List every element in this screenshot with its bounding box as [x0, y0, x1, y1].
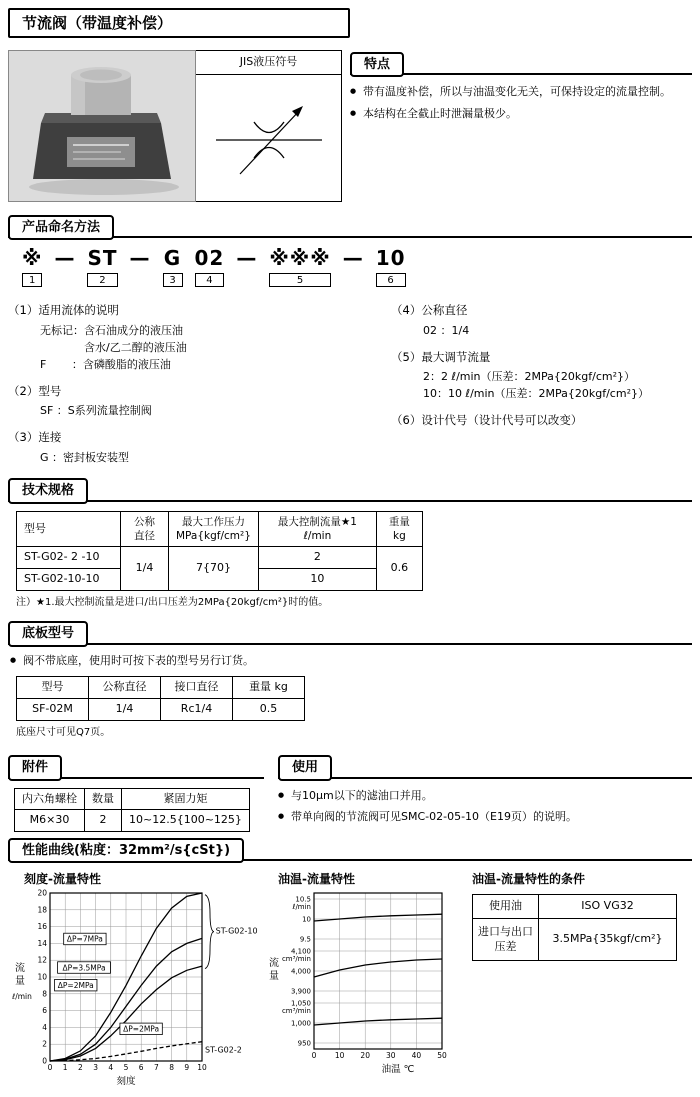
naming-descriptions [8, 303, 692, 477]
base-table [16, 676, 305, 721]
chart-text: 4 [42, 1023, 47, 1033]
chart-text: 30 [386, 1051, 396, 1061]
code-text: 02 [194, 246, 225, 271]
naming-item-head: （6）设计代号（设计代号可以改变） [391, 413, 583, 428]
accessories-usage-row [8, 754, 692, 833]
naming-item-head: （1）适用流体的说明 [8, 303, 119, 318]
features-list [350, 85, 692, 122]
chart-text: 1,000 [290, 1019, 311, 1028]
conditions-title: 油温-流量特性的条件 [472, 872, 585, 887]
code-number-box: 1 [22, 273, 42, 287]
chart-text: ΔP=3.5MPa [62, 963, 106, 973]
col-pressure-line1: 最大工作压力 [181, 516, 245, 529]
specs-table [16, 511, 423, 591]
base-header-row [17, 677, 305, 699]
chart-text: ℓ/min [292, 903, 311, 912]
accessories-title: 附件 [8, 755, 62, 781]
code-separator [54, 246, 76, 271]
usage-item: ● 带单向阀的节流阀可见SMC-02-05-10（E19页）的说明。 [278, 810, 692, 825]
code-separator [342, 246, 364, 271]
accessories-section [8, 754, 264, 833]
base-data-row [17, 699, 305, 721]
col-pressure [169, 512, 259, 547]
chart-text: 40 [411, 1051, 422, 1061]
naming-item-1 [8, 303, 391, 373]
naming-item-4 [391, 303, 692, 339]
col-bore-line1: 公称 [134, 516, 155, 529]
cond-label-oil: 使用油 [473, 895, 539, 919]
features-section [350, 50, 692, 202]
product-photo [8, 50, 196, 202]
chart-text: 1 [62, 1063, 68, 1073]
naming-item-line: 含水/乙二醇的液压油 [84, 340, 187, 354]
performance-charts [8, 867, 692, 1097]
col-flow-line1: 最大控制流量★1 [277, 516, 357, 529]
chart-text: 10 [37, 972, 47, 982]
chart-text: 950 [297, 1039, 311, 1048]
col-pressure-line2: MPa{kgf/cm²} [176, 530, 251, 543]
code-number-box: 3 [163, 273, 183, 287]
model-code [22, 248, 692, 287]
cell-pressure: 7{70} [169, 547, 259, 591]
cell-model-1: ST-G02- 2 -10 [17, 547, 121, 569]
code-text: ST [87, 246, 118, 271]
chart-text: 7 [154, 1063, 159, 1073]
naming-item-head: （2）型号 [8, 383, 62, 398]
scale-flow-chart-block [8, 867, 258, 1097]
chart-text: 刻度 [116, 1076, 136, 1088]
code-part-4 [195, 248, 225, 287]
code-text: — [236, 246, 258, 271]
specs-row-1 [17, 547, 423, 569]
chart-text: 6 [138, 1063, 144, 1073]
col-flow-line2: ℓ/min [303, 530, 332, 543]
conditions-row-oil [473, 895, 677, 919]
base-cell-bore: 1/4 [89, 699, 161, 721]
specs-rule [8, 500, 692, 502]
naming-item-2 [8, 384, 391, 420]
naming-section-header [8, 213, 692, 238]
chart-text: cm³/min [281, 955, 311, 964]
col-model: 型号 [17, 512, 121, 547]
feature-item: ● 本结构在全截止时泄漏量极少。 [350, 107, 692, 122]
specs-note: 注）★1.最大控制流量是进口/出口压差为2MPa{20kgf/cm²}时的值。 [16, 597, 329, 609]
chart-text: 流 [269, 958, 279, 970]
naming-item-line: 2：2 ℓ/min（压差：2MPa{20kgf/cm²}） [423, 370, 635, 384]
base-col-port: 接口直径 [161, 677, 233, 699]
naming-item-line: F ：含磷酸脂的液压油 [40, 357, 171, 371]
temp-flow-chart [262, 887, 462, 1079]
code-number-box: 6 [376, 273, 406, 287]
code-text: — [54, 246, 76, 271]
accessories-data-row [15, 810, 250, 832]
base-col-bore: 公称直径 [89, 677, 161, 699]
base-note: 底座尺寸可见Q7页。 [16, 727, 111, 739]
chart-series [314, 959, 442, 977]
cell-weight: 0.6 [376, 547, 422, 591]
base-col-weight: 重量 kg [233, 677, 305, 699]
chart-text: 0 [42, 1056, 47, 1066]
page-title: 节流阀（带温度补偿） [8, 8, 350, 38]
usage-section [278, 754, 692, 833]
chart-text: ℓ/min [12, 992, 32, 1002]
chart-text: 量 [269, 971, 279, 983]
chart-text: ST-G02-10 [215, 926, 258, 936]
naming-item-head: （5）最大调节流量 [391, 349, 491, 364]
col-flow [258, 512, 376, 547]
chart-text: 10.5 [295, 895, 311, 904]
col-weight [376, 512, 422, 547]
code-part-1 [22, 248, 42, 287]
cond-value-pressure: 3.5MPa{35kgf/cm²} [539, 919, 677, 961]
chart-text: 18 [37, 905, 47, 915]
conditions-row-pressure [473, 919, 677, 961]
code-number-box: 2 [87, 273, 117, 287]
chart-text: 16 [37, 922, 47, 932]
jis-symbol-box [196, 50, 342, 202]
chart-text: 12 [37, 956, 47, 966]
col-weight-line2: kg [393, 530, 406, 543]
code-number-box: 5 [269, 273, 330, 287]
specs-header-row [17, 512, 423, 547]
code-part-5 [269, 248, 330, 287]
acc-col-torque: 紧固力矩 [122, 788, 250, 810]
cell-flow-2: 10 [258, 569, 376, 591]
usage-title: 使用 [278, 755, 332, 781]
chart-text: 20 [360, 1051, 370, 1061]
chart-text: 50 [437, 1051, 447, 1061]
code-separator [129, 246, 151, 271]
chart-text: 9.5 [299, 935, 311, 944]
chart-text: 10 [302, 915, 311, 924]
chart-text: 6 [42, 1006, 47, 1016]
chart-text: 流 [15, 963, 25, 975]
chart-text: 10 [334, 1051, 345, 1061]
cell-flow-1: 2 [258, 547, 376, 569]
naming-right-column [391, 303, 692, 477]
base-cell-weight: 0.5 [233, 699, 305, 721]
chart-text: 4 [108, 1063, 114, 1073]
naming-item-line: G ：密封板安装型 [40, 450, 130, 464]
usage-header [278, 754, 692, 779]
usage-list [278, 789, 692, 826]
acc-cell-qty: 2 [85, 810, 122, 832]
code-text: ※ [22, 246, 43, 271]
chart-text: 1,050 [290, 999, 311, 1008]
code-part-2 [87, 248, 117, 287]
feature-item: ● 带有温度补偿，所以与油温变化无关，可保持设定的流量控制。 [350, 85, 692, 100]
chart-text: 3 [93, 1063, 98, 1073]
accessories-table [14, 788, 250, 833]
temp-flow-chart-title: 油温-流量特性 [278, 872, 355, 887]
naming-item-line: 无标记：含石油成分的液压油 [40, 323, 183, 337]
cell-bore: 1/4 [121, 547, 169, 591]
chart-text: 量 [15, 976, 25, 988]
chart-text: ΔP=7MPa [66, 935, 103, 945]
cell-model-2: ST-G02-10-10 [17, 569, 121, 591]
accessories-header-row [15, 788, 250, 810]
code-text: — [342, 246, 364, 271]
base-rule [8, 643, 692, 645]
chart-text: 8 [42, 989, 47, 999]
performance-section-header [8, 836, 692, 861]
acc-col-qty: 数量 [85, 788, 122, 810]
naming-item-5 [391, 350, 692, 403]
naming-item-6 [391, 413, 692, 429]
throttle-valve-symbol-drawing [208, 82, 330, 194]
code-text: ※※※ [269, 246, 331, 271]
chart-text: 0 [311, 1051, 317, 1061]
top-section [8, 50, 692, 202]
naming-item-head: （4）公称直径 [391, 303, 468, 318]
specs-title: 技术规格 [8, 478, 88, 504]
base-section-header [8, 620, 692, 645]
chart-series [314, 915, 442, 922]
chart-text: 20 [37, 888, 47, 898]
chart-text: 10 [197, 1063, 207, 1073]
naming-item-line: 10：10 ℓ/min（压差：2MPa{20kgf/cm²}） [423, 387, 649, 401]
base-title: 底板型号 [8, 621, 88, 647]
temp-flow-chart-block [262, 867, 462, 1084]
accessories-header [8, 754, 264, 779]
jis-symbol-label: JIS液压符号 [196, 51, 341, 75]
col-weight-line1: 重量 [388, 516, 410, 529]
scale-flow-chart [8, 887, 258, 1092]
chart-text: ST-G02-2 [205, 1046, 242, 1056]
chart-series [314, 1019, 442, 1026]
base-cell-model: SF-02M [17, 699, 89, 721]
code-text: — [129, 246, 151, 271]
chart-text: 2 [78, 1063, 83, 1073]
chart-text: 0 [47, 1063, 53, 1073]
specs-section-header [8, 477, 692, 502]
conditions-table [472, 894, 677, 961]
naming-item-head: （3）连接 [8, 430, 62, 445]
cond-value-oil: ISO VG32 [539, 895, 677, 919]
performance-title: 性能曲线(粘度：32mm²/s{cSt}) [8, 838, 244, 864]
acc-col-bolt: 内六角螺栓 [15, 788, 85, 810]
chart-text: cm³/min [281, 1007, 311, 1016]
chart-text: 8 [169, 1063, 174, 1073]
col-bore-line2: 直径 [134, 530, 155, 543]
naming-left-column [8, 303, 391, 477]
naming-item-3 [8, 430, 391, 466]
naming-item-line: SF ：S系列流量控制阀 [40, 404, 152, 418]
scale-flow-chart-title: 刻度-流量特性 [24, 872, 101, 887]
naming-item-line: 02 ：1/4 [423, 323, 470, 337]
col-bore [121, 512, 169, 547]
code-part-6 [376, 248, 406, 287]
acc-cell-bolt: M6×30 [15, 810, 85, 832]
valve-photo-illustration [9, 51, 195, 201]
cond-label-pressure: 进口与出口压差 [473, 919, 539, 961]
code-number-box: 4 [195, 273, 225, 287]
chart-text: 4,000 [290, 967, 311, 976]
chart-text: ΔP=2MPa [57, 981, 94, 991]
chart-text: 14 [37, 939, 47, 949]
base-cell-port: Rc1/4 [161, 699, 233, 721]
usage-item: ● 与10μm以下的滤油口并用。 [278, 789, 692, 804]
chart-text: 2 [42, 1040, 47, 1050]
features-header [350, 50, 692, 75]
chart-text: 3,900 [290, 987, 311, 996]
chart-text: 9 [184, 1063, 190, 1073]
acc-cell-torque: 10~12.5{100~125} [122, 810, 250, 832]
code-text: G [163, 246, 182, 271]
code-part-3 [163, 248, 183, 287]
usage-rule [278, 777, 692, 779]
features-title: 特点 [350, 52, 404, 78]
code-separator [236, 246, 258, 271]
naming-title: 产品命名方法 [8, 215, 114, 241]
code-text: 10 [375, 246, 406, 271]
throttle-valve-symbol [196, 75, 341, 201]
base-col-model: 型号 [17, 677, 89, 699]
chart-text: ΔP=2MPa [123, 1025, 160, 1035]
chart-text: 油温 ℃ [381, 1064, 415, 1076]
chart-text: 4,100 [290, 947, 311, 956]
chart-text: 5 [123, 1063, 129, 1073]
conditions-block [472, 871, 680, 961]
base-bullet: ● 阀不带底座，使用时可按下表的型号另行订货。 [10, 654, 692, 669]
